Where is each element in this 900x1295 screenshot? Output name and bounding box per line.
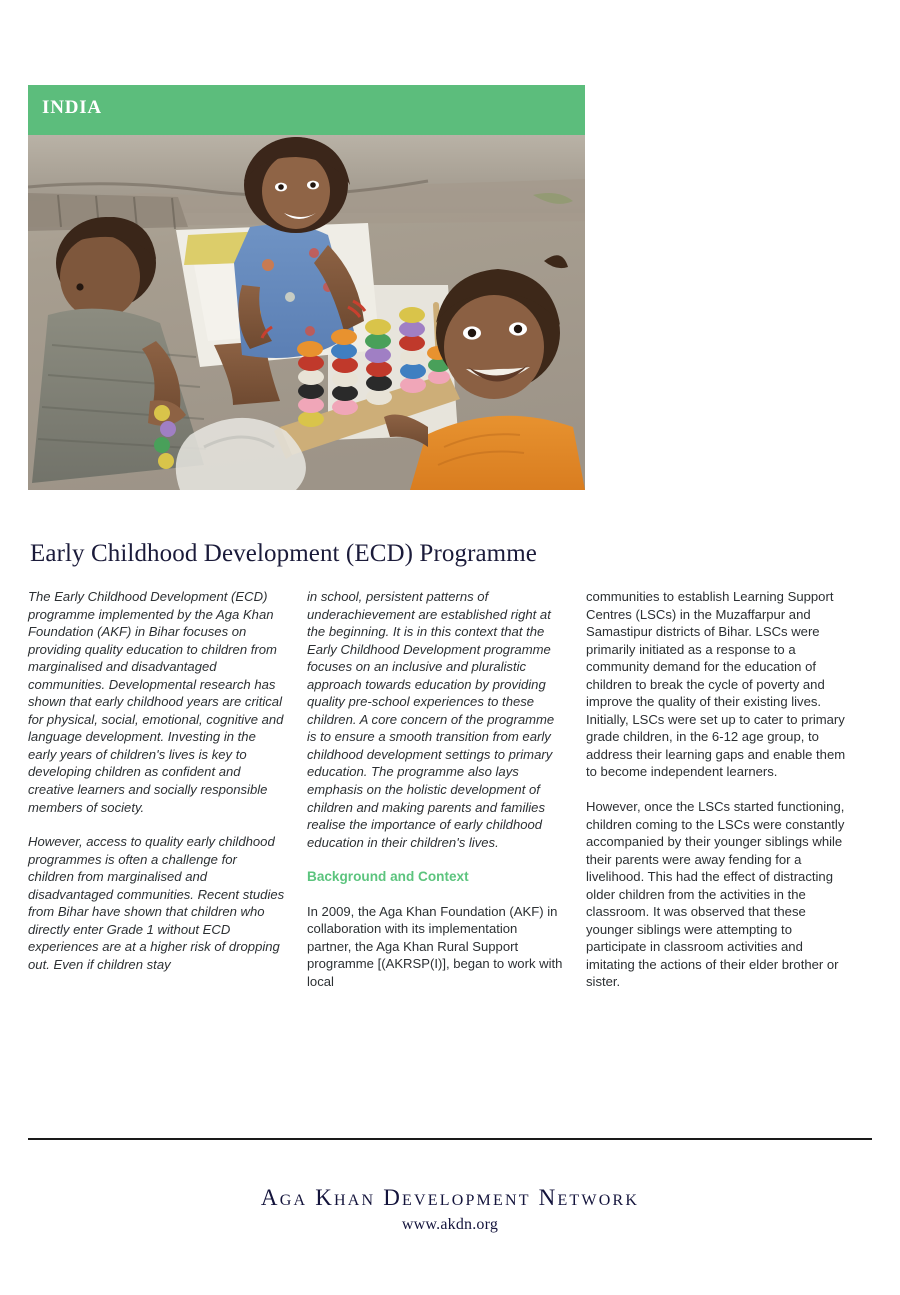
hero-photo-illustration: [28, 135, 585, 490]
section-heading-background-and-context: Background and Context: [307, 869, 469, 885]
text-column-1: [28, 588, 286, 990]
text-column-3: [586, 588, 848, 1008]
paragraph: In 2009, the Aga Khan Foundation (AKF) in collaboration with its implementation partner, the Aga Khan Rural Support programme [(AKRSP(I)], began to work with local: [307, 903, 563, 989]
paragraph: However, once the LSCs started functioning, children coming to the LSCs were constantly accompanied by their younger siblings while their parents were away fending for a livelihood. This had the effect of distracting older children from the activities in the classroom. It was observed that these younger siblings were attempting to participate in classroom activities and imitating the actions of their elder brother or sister.: [586, 799, 845, 990]
text-column-2: [307, 588, 565, 1007]
paragraph: The Early Childhood Development (ECD) programme implemented by the Aga Khan Foundation (AKF) in Bihar focuses on providing quality education to children from marginalised and disadvantaged communities. Developmental research has shown that early childhood years are critical for physical, social, emotional, cognitive and language development. Investing in the early years of children's lives is key to developing children as confident and creative learners and socially responsible members of society.: [28, 589, 284, 815]
footer-divider: [28, 1138, 872, 1140]
paragraph: communities to establish Learning Support Centres (LSCs) in the Muzaffarpur and Samastipur districts of Bihar. LSCs were primarily initiated as a response to a community demand for the education of children to break the cycle of poverty and improve the quality of their existing lives. Initially, LSCs were set up to cater to primary grade children, in the 6-12 age group, to address their learning gaps and enable them to become independent learners.: [586, 589, 846, 780]
paragraph: in school, persistent patterns of underachievement are established right at the beginning. It is in this context that the Early Childhood Development programme focuses on an inclusive and pluralistic approach towards education by providing quality pre-school experiences to these children. A core concern of the programme is to ensure a smooth transition from early childhood development settings to primary education. The programme also lays emphasis on the holistic development of children and making parents and families realise the importance of early childhood education in their children's lives.: [307, 589, 555, 850]
footer-website-url: www.akdn.org: [401, 1216, 499, 1233]
page-title: Early Childhood Development (ECD) Programme: [30, 539, 537, 567]
paragraph: However, access to quality early childhood programmes is often a challenge for children from marginalised and disadvantaged communities. Recent studies from Bihar have shown that children who directly enter Grade 1 without ECD experiences are at a higher risk of dropping out. Even if children stay: [28, 834, 285, 972]
country-banner: [28, 85, 585, 135]
footer-brand-name: Aga Khan Development Network: [260, 1185, 640, 1210]
country-banner-label: INDIA: [42, 97, 102, 118]
hero-photo: [28, 135, 585, 490]
